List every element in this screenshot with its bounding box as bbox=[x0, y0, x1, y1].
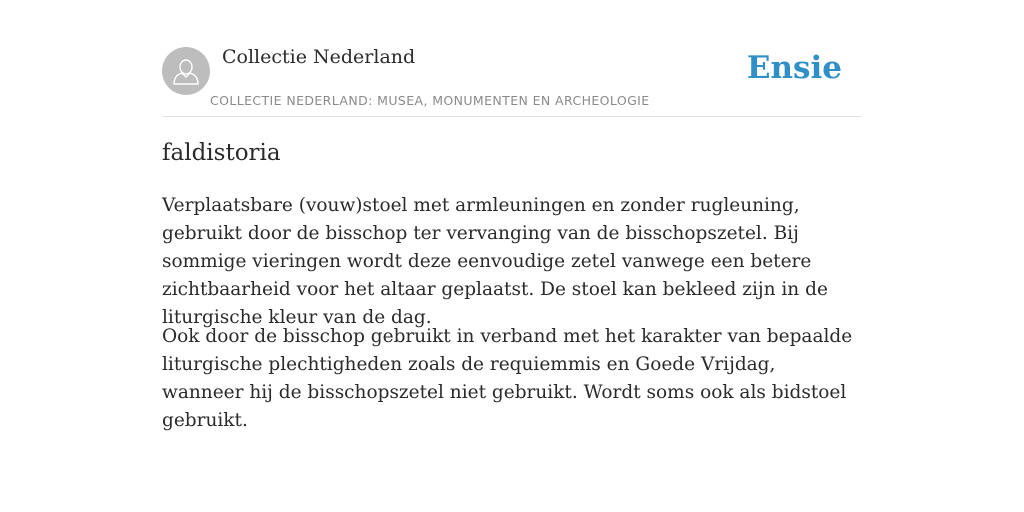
content-container bbox=[162, 0, 862, 431]
author-subtitle: COLLECTIE NEDERLAND: MUSEA, MONUMENTEN EN ARCHEOLOGIE bbox=[210, 93, 650, 108]
avatar[interactable] bbox=[162, 47, 210, 95]
author-name[interactable]: Collectie Nederland bbox=[222, 46, 416, 68]
header bbox=[162, 0, 862, 117]
page-title: faldistoria bbox=[162, 140, 281, 166]
paragraph-1: Verplaatsbare (vouw)stoel met armleuningen en zonder rugleuning, gebruikt door de bisschop ter vervanging van de bisschopszetel. Bij sommige vieringen wordt deze eenvoudige zetel vanwege een betere zichtbaarheid voor het altaar geplaatst. De stoel kan bekleed zijn in de liturgische kleur van de dag. bbox=[162, 195, 828, 328]
ensie-logo[interactable]: Ensie bbox=[746, 50, 842, 86]
paragraph-2: Ook door de bisschop gebruikt in verband met het karakter van bepaalde liturgische plechtigheden zoals de requiemmis en Goede Vrijdag, wanneer hij de bisschopszetel niet gebruikt. Wordt soms ook als bidstoel gebruikt. bbox=[162, 326, 853, 431]
user-silhouette-icon bbox=[171, 56, 201, 86]
